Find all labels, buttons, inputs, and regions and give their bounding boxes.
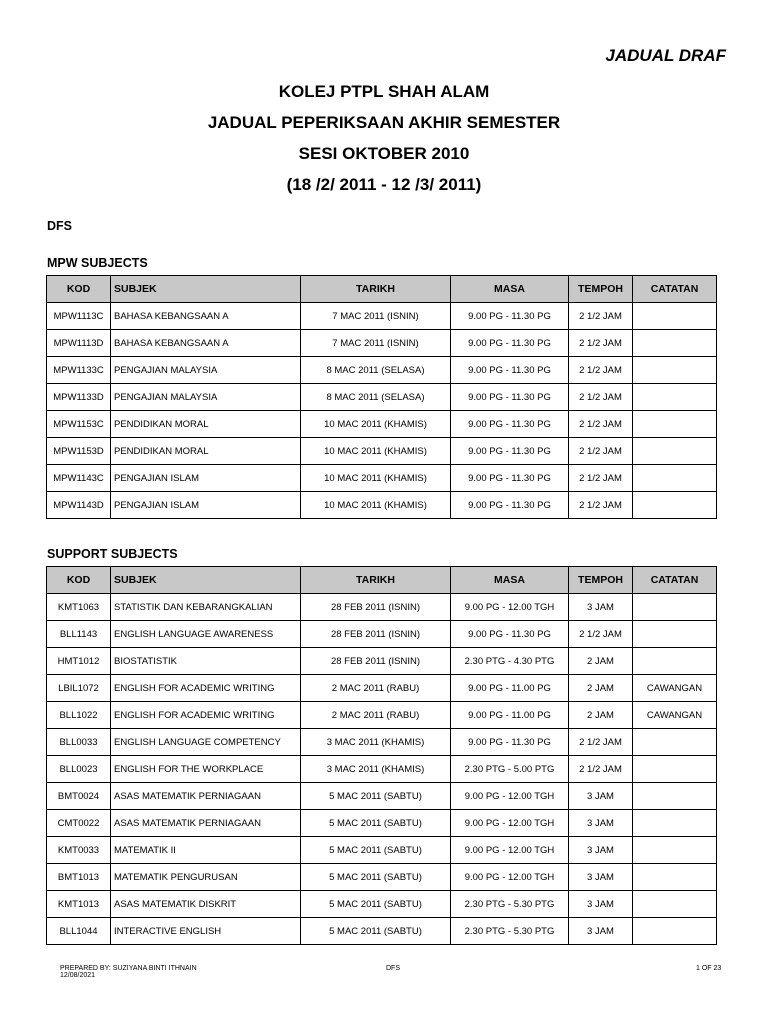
cell-masa: 9.00 PG - 11.30 PG bbox=[451, 411, 569, 438]
column-header: CATATAN bbox=[633, 567, 717, 594]
cell-subjek: PENGAJIAN ISLAM bbox=[111, 465, 301, 492]
program-label: DFS bbox=[47, 219, 72, 233]
table-row bbox=[47, 918, 717, 945]
cell-tempoh: 2 JAM bbox=[569, 675, 633, 702]
cell-tempoh: 3 JAM bbox=[569, 810, 633, 837]
table-row bbox=[47, 330, 717, 357]
cell-kod: KMT1013 bbox=[47, 891, 111, 918]
cell-kod: BMT1013 bbox=[47, 864, 111, 891]
cell-tarikh: 10 MAC 2011 (KHAMIS) bbox=[301, 411, 451, 438]
cell-tempoh: 2 1/2 JAM bbox=[569, 621, 633, 648]
cell-subjek: ASAS MATEMATIK PERNIAGAAN bbox=[111, 783, 301, 810]
cell-subjek: ENGLISH LANGUAGE COMPETENCY bbox=[111, 729, 301, 756]
cell-catatan bbox=[633, 918, 717, 945]
cell-masa: 9.00 PG - 12.00 TGH bbox=[451, 864, 569, 891]
session-title: SESI OKTOBER 2010 bbox=[298, 144, 470, 163]
cell-catatan bbox=[633, 621, 717, 648]
cell-catatan bbox=[633, 837, 717, 864]
document-title bbox=[0, 80, 768, 204]
cell-kod: CMT0022 bbox=[47, 810, 111, 837]
cell-kod: BLL1143 bbox=[47, 621, 111, 648]
cell-masa: 9.00 PG - 11.30 PG bbox=[451, 357, 569, 384]
cell-kod: KMT0033 bbox=[47, 837, 111, 864]
cell-tempoh: 3 JAM bbox=[569, 783, 633, 810]
cell-tempoh: 2 1/2 JAM bbox=[569, 357, 633, 384]
cell-catatan bbox=[633, 648, 717, 675]
cell-tarikh: 2 MAC 2011 (RABU) bbox=[301, 675, 451, 702]
table-row bbox=[47, 465, 717, 492]
cell-kod: BLL0023 bbox=[47, 756, 111, 783]
column-header: TARIKH bbox=[301, 567, 451, 594]
table-row bbox=[47, 783, 717, 810]
cell-masa: 9.00 PG - 11.30 PG bbox=[451, 492, 569, 519]
cell-kod: MPW1133D bbox=[47, 384, 111, 411]
cell-tarikh: 3 MAC 2011 (KHAMIS) bbox=[301, 756, 451, 783]
support-table bbox=[46, 566, 717, 945]
column-header: MASA bbox=[451, 567, 569, 594]
footer-prepared-by bbox=[60, 965, 197, 979]
cell-tempoh: 3 JAM bbox=[569, 918, 633, 945]
table-row bbox=[47, 864, 717, 891]
cell-subjek: PENDIDIKAN MORAL bbox=[111, 411, 301, 438]
cell-kod: MPW1143D bbox=[47, 492, 111, 519]
table-row bbox=[47, 621, 717, 648]
support-heading: SUPPORT SUBJECTS bbox=[47, 547, 178, 561]
cell-catatan bbox=[633, 864, 717, 891]
cell-kod: LBIL1072 bbox=[47, 675, 111, 702]
table-row bbox=[47, 675, 717, 702]
cell-kod: MPW1153D bbox=[47, 438, 111, 465]
table-row bbox=[47, 810, 717, 837]
cell-tarikh: 8 MAC 2011 (SELASA) bbox=[301, 357, 451, 384]
column-header: TEMPOH bbox=[569, 567, 633, 594]
footer-center: DFS bbox=[386, 965, 400, 972]
cell-subjek: BIOSTATISTIK bbox=[111, 648, 301, 675]
cell-masa: 9.00 PG - 11.30 PG bbox=[451, 729, 569, 756]
table-row bbox=[47, 411, 717, 438]
cell-masa: 9.00 PG - 12.00 TGH bbox=[451, 594, 569, 621]
cell-subjek: PENGAJIAN ISLAM bbox=[111, 492, 301, 519]
cell-tarikh: 3 MAC 2011 (KHAMIS) bbox=[301, 729, 451, 756]
column-header: KOD bbox=[47, 276, 111, 303]
college-name: KOLEJ PTPL SHAH ALAM bbox=[278, 82, 490, 101]
cell-subjek: PENGAJIAN MALAYSIA bbox=[111, 357, 301, 384]
table-row bbox=[47, 384, 717, 411]
cell-masa: 9.00 PG - 11.00 PG bbox=[451, 702, 569, 729]
table-row bbox=[47, 303, 717, 330]
cell-tempoh: 2 1/2 JAM bbox=[569, 303, 633, 330]
table-row bbox=[47, 594, 717, 621]
cell-catatan bbox=[633, 492, 717, 519]
cell-tempoh: 2 1/2 JAM bbox=[569, 411, 633, 438]
column-header: TEMPOH bbox=[569, 276, 633, 303]
cell-tempoh: 3 JAM bbox=[569, 864, 633, 891]
table-row bbox=[47, 729, 717, 756]
cell-catatan: CAWANGAN bbox=[633, 675, 717, 702]
draft-label: JADUAL DRAF bbox=[605, 46, 726, 65]
cell-tempoh: 2 1/2 JAM bbox=[569, 330, 633, 357]
cell-catatan bbox=[633, 411, 717, 438]
cell-subjek: ENGLISH FOR ACADEMIC WRITING bbox=[111, 675, 301, 702]
cell-tempoh: 2 JAM bbox=[569, 702, 633, 729]
cell-tempoh: 3 JAM bbox=[569, 837, 633, 864]
cell-subjek: ENGLISH FOR THE WORKPLACE bbox=[111, 756, 301, 783]
cell-tarikh: 5 MAC 2011 (SABTU) bbox=[301, 864, 451, 891]
cell-subjek: INTERACTIVE ENGLISH bbox=[111, 918, 301, 945]
cell-catatan bbox=[633, 891, 717, 918]
cell-tempoh: 3 JAM bbox=[569, 891, 633, 918]
cell-subjek: PENGAJIAN MALAYSIA bbox=[111, 384, 301, 411]
cell-kod: BLL1044 bbox=[47, 918, 111, 945]
prepared-by-text: PREPARED BY: SUZIYANA BINTI ITHNAIN bbox=[60, 965, 197, 972]
cell-subjek: PENDIDIKAN MORAL bbox=[111, 438, 301, 465]
cell-catatan bbox=[633, 756, 717, 783]
cell-kod: MPW1133C bbox=[47, 357, 111, 384]
cell-catatan bbox=[633, 357, 717, 384]
cell-tempoh: 2 1/2 JAM bbox=[569, 492, 633, 519]
mpw-table bbox=[46, 275, 717, 519]
cell-catatan bbox=[633, 465, 717, 492]
cell-tempoh: 2 1/2 JAM bbox=[569, 729, 633, 756]
cell-kod: MPW1113C bbox=[47, 303, 111, 330]
table-row bbox=[47, 702, 717, 729]
cell-tempoh: 2 JAM bbox=[569, 648, 633, 675]
column-header: SUBJEK bbox=[111, 276, 301, 303]
cell-kod: MPW1153C bbox=[47, 411, 111, 438]
table-row bbox=[47, 438, 717, 465]
cell-subjek: ENGLISH FOR ACADEMIC WRITING bbox=[111, 702, 301, 729]
cell-tempoh: 3 JAM bbox=[569, 594, 633, 621]
cell-kod: BLL1022 bbox=[47, 702, 111, 729]
cell-catatan bbox=[633, 729, 717, 756]
cell-subjek: ENGLISH LANGUAGE AWARENESS bbox=[111, 621, 301, 648]
cell-tarikh: 5 MAC 2011 (SABTU) bbox=[301, 837, 451, 864]
cell-tempoh: 2 1/2 JAM bbox=[569, 465, 633, 492]
cell-masa: 9.00 PG - 11.30 PG bbox=[451, 330, 569, 357]
cell-catatan bbox=[633, 384, 717, 411]
cell-tarikh: 2 MAC 2011 (RABU) bbox=[301, 702, 451, 729]
cell-masa: 9.00 PG - 11.30 PG bbox=[451, 303, 569, 330]
cell-tarikh: 5 MAC 2011 (SABTU) bbox=[301, 783, 451, 810]
prepared-date: 12/08/2021 bbox=[60, 972, 96, 979]
cell-kod: BLL0033 bbox=[47, 729, 111, 756]
cell-masa: 2.30 PTG - 5.30 PTG bbox=[451, 918, 569, 945]
cell-masa: 9.00 PG - 11.30 PG bbox=[451, 465, 569, 492]
cell-masa: 9.00 PG - 12.00 TGH bbox=[451, 810, 569, 837]
cell-catatan bbox=[633, 783, 717, 810]
table-row bbox=[47, 891, 717, 918]
table-header-row bbox=[47, 567, 717, 594]
cell-masa: 9.00 PG - 12.00 TGH bbox=[451, 783, 569, 810]
cell-catatan bbox=[633, 810, 717, 837]
cell-subjek: MATEMATIK PENGURUSAN bbox=[111, 864, 301, 891]
cell-tarikh: 10 MAC 2011 (KHAMIS) bbox=[301, 438, 451, 465]
cell-tarikh: 10 MAC 2011 (KHAMIS) bbox=[301, 465, 451, 492]
table-row bbox=[47, 837, 717, 864]
cell-tarikh: 5 MAC 2011 (SABTU) bbox=[301, 918, 451, 945]
cell-masa: 9.00 PG - 12.00 TGH bbox=[451, 837, 569, 864]
cell-tarikh: 7 MAC 2011 (ISNIN) bbox=[301, 303, 451, 330]
footer-page-number: 1 OF 23 bbox=[696, 965, 722, 972]
cell-catatan bbox=[633, 303, 717, 330]
cell-kod: MPW1113D bbox=[47, 330, 111, 357]
cell-masa: 2.30 PTG - 4.30 PTG bbox=[451, 648, 569, 675]
cell-tarikh: 28 FEB 2011 (ISNIN) bbox=[301, 621, 451, 648]
cell-masa: 9.00 PG - 11.30 PG bbox=[451, 384, 569, 411]
cell-tarikh: 28 FEB 2011 (ISNIN) bbox=[301, 594, 451, 621]
cell-tarikh: 5 MAC 2011 (SABTU) bbox=[301, 810, 451, 837]
column-header: SUBJEK bbox=[111, 567, 301, 594]
column-header: KOD bbox=[47, 567, 111, 594]
table-row bbox=[47, 357, 717, 384]
cell-tempoh: 2 1/2 JAM bbox=[569, 438, 633, 465]
cell-subjek: STATISTIK DAN KEBARANGKALIAN bbox=[111, 594, 301, 621]
cell-subjek: BAHASA KEBANGSAAN A bbox=[111, 303, 301, 330]
cell-kod: BMT0024 bbox=[47, 783, 111, 810]
cell-masa: 2.30 PTG - 5.00 PTG bbox=[451, 756, 569, 783]
cell-subjek: MATEMATIK II bbox=[111, 837, 301, 864]
cell-catatan bbox=[633, 330, 717, 357]
cell-masa: 2.30 PTG - 5.30 PTG bbox=[451, 891, 569, 918]
cell-tempoh: 2 1/2 JAM bbox=[569, 384, 633, 411]
table-row bbox=[47, 648, 717, 675]
cell-tarikh: 10 MAC 2011 (KHAMIS) bbox=[301, 492, 451, 519]
table-header-row bbox=[47, 276, 717, 303]
cell-kod: HMT1012 bbox=[47, 648, 111, 675]
column-header: TARIKH bbox=[301, 276, 451, 303]
cell-tarikh: 7 MAC 2011 (ISNIN) bbox=[301, 330, 451, 357]
cell-masa: 9.00 PG - 11.30 PG bbox=[451, 438, 569, 465]
mpw-heading: MPW SUBJECTS bbox=[47, 256, 148, 270]
cell-masa: 9.00 PG - 11.00 PG bbox=[451, 675, 569, 702]
cell-subjek: ASAS MATEMATIK PERNIAGAAN bbox=[111, 810, 301, 837]
cell-tempoh: 2 1/2 JAM bbox=[569, 756, 633, 783]
column-header: MASA bbox=[451, 276, 569, 303]
cell-masa: 9.00 PG - 11.30 PG bbox=[451, 621, 569, 648]
cell-catatan: CAWANGAN bbox=[633, 702, 717, 729]
cell-subjek: BAHASA KEBANGSAAN A bbox=[111, 330, 301, 357]
cell-catatan bbox=[633, 438, 717, 465]
cell-tarikh: 5 MAC 2011 (SABTU) bbox=[301, 891, 451, 918]
column-header: CATATAN bbox=[633, 276, 717, 303]
cell-catatan bbox=[633, 594, 717, 621]
table-row bbox=[47, 492, 717, 519]
cell-subjek: ASAS MATEMATIK DISKRIT bbox=[111, 891, 301, 918]
cell-tarikh: 8 MAC 2011 (SELASA) bbox=[301, 384, 451, 411]
cell-kod: MPW1143C bbox=[47, 465, 111, 492]
cell-tarikh: 28 FEB 2011 (ISNIN) bbox=[301, 648, 451, 675]
table-row bbox=[47, 756, 717, 783]
cell-kod: KMT1063 bbox=[47, 594, 111, 621]
date-range: (18 /2/ 2011 - 12 /3/ 2011) bbox=[286, 175, 482, 194]
exam-title: JADUAL PEPERIKSAAN AKHIR SEMESTER bbox=[207, 113, 561, 132]
